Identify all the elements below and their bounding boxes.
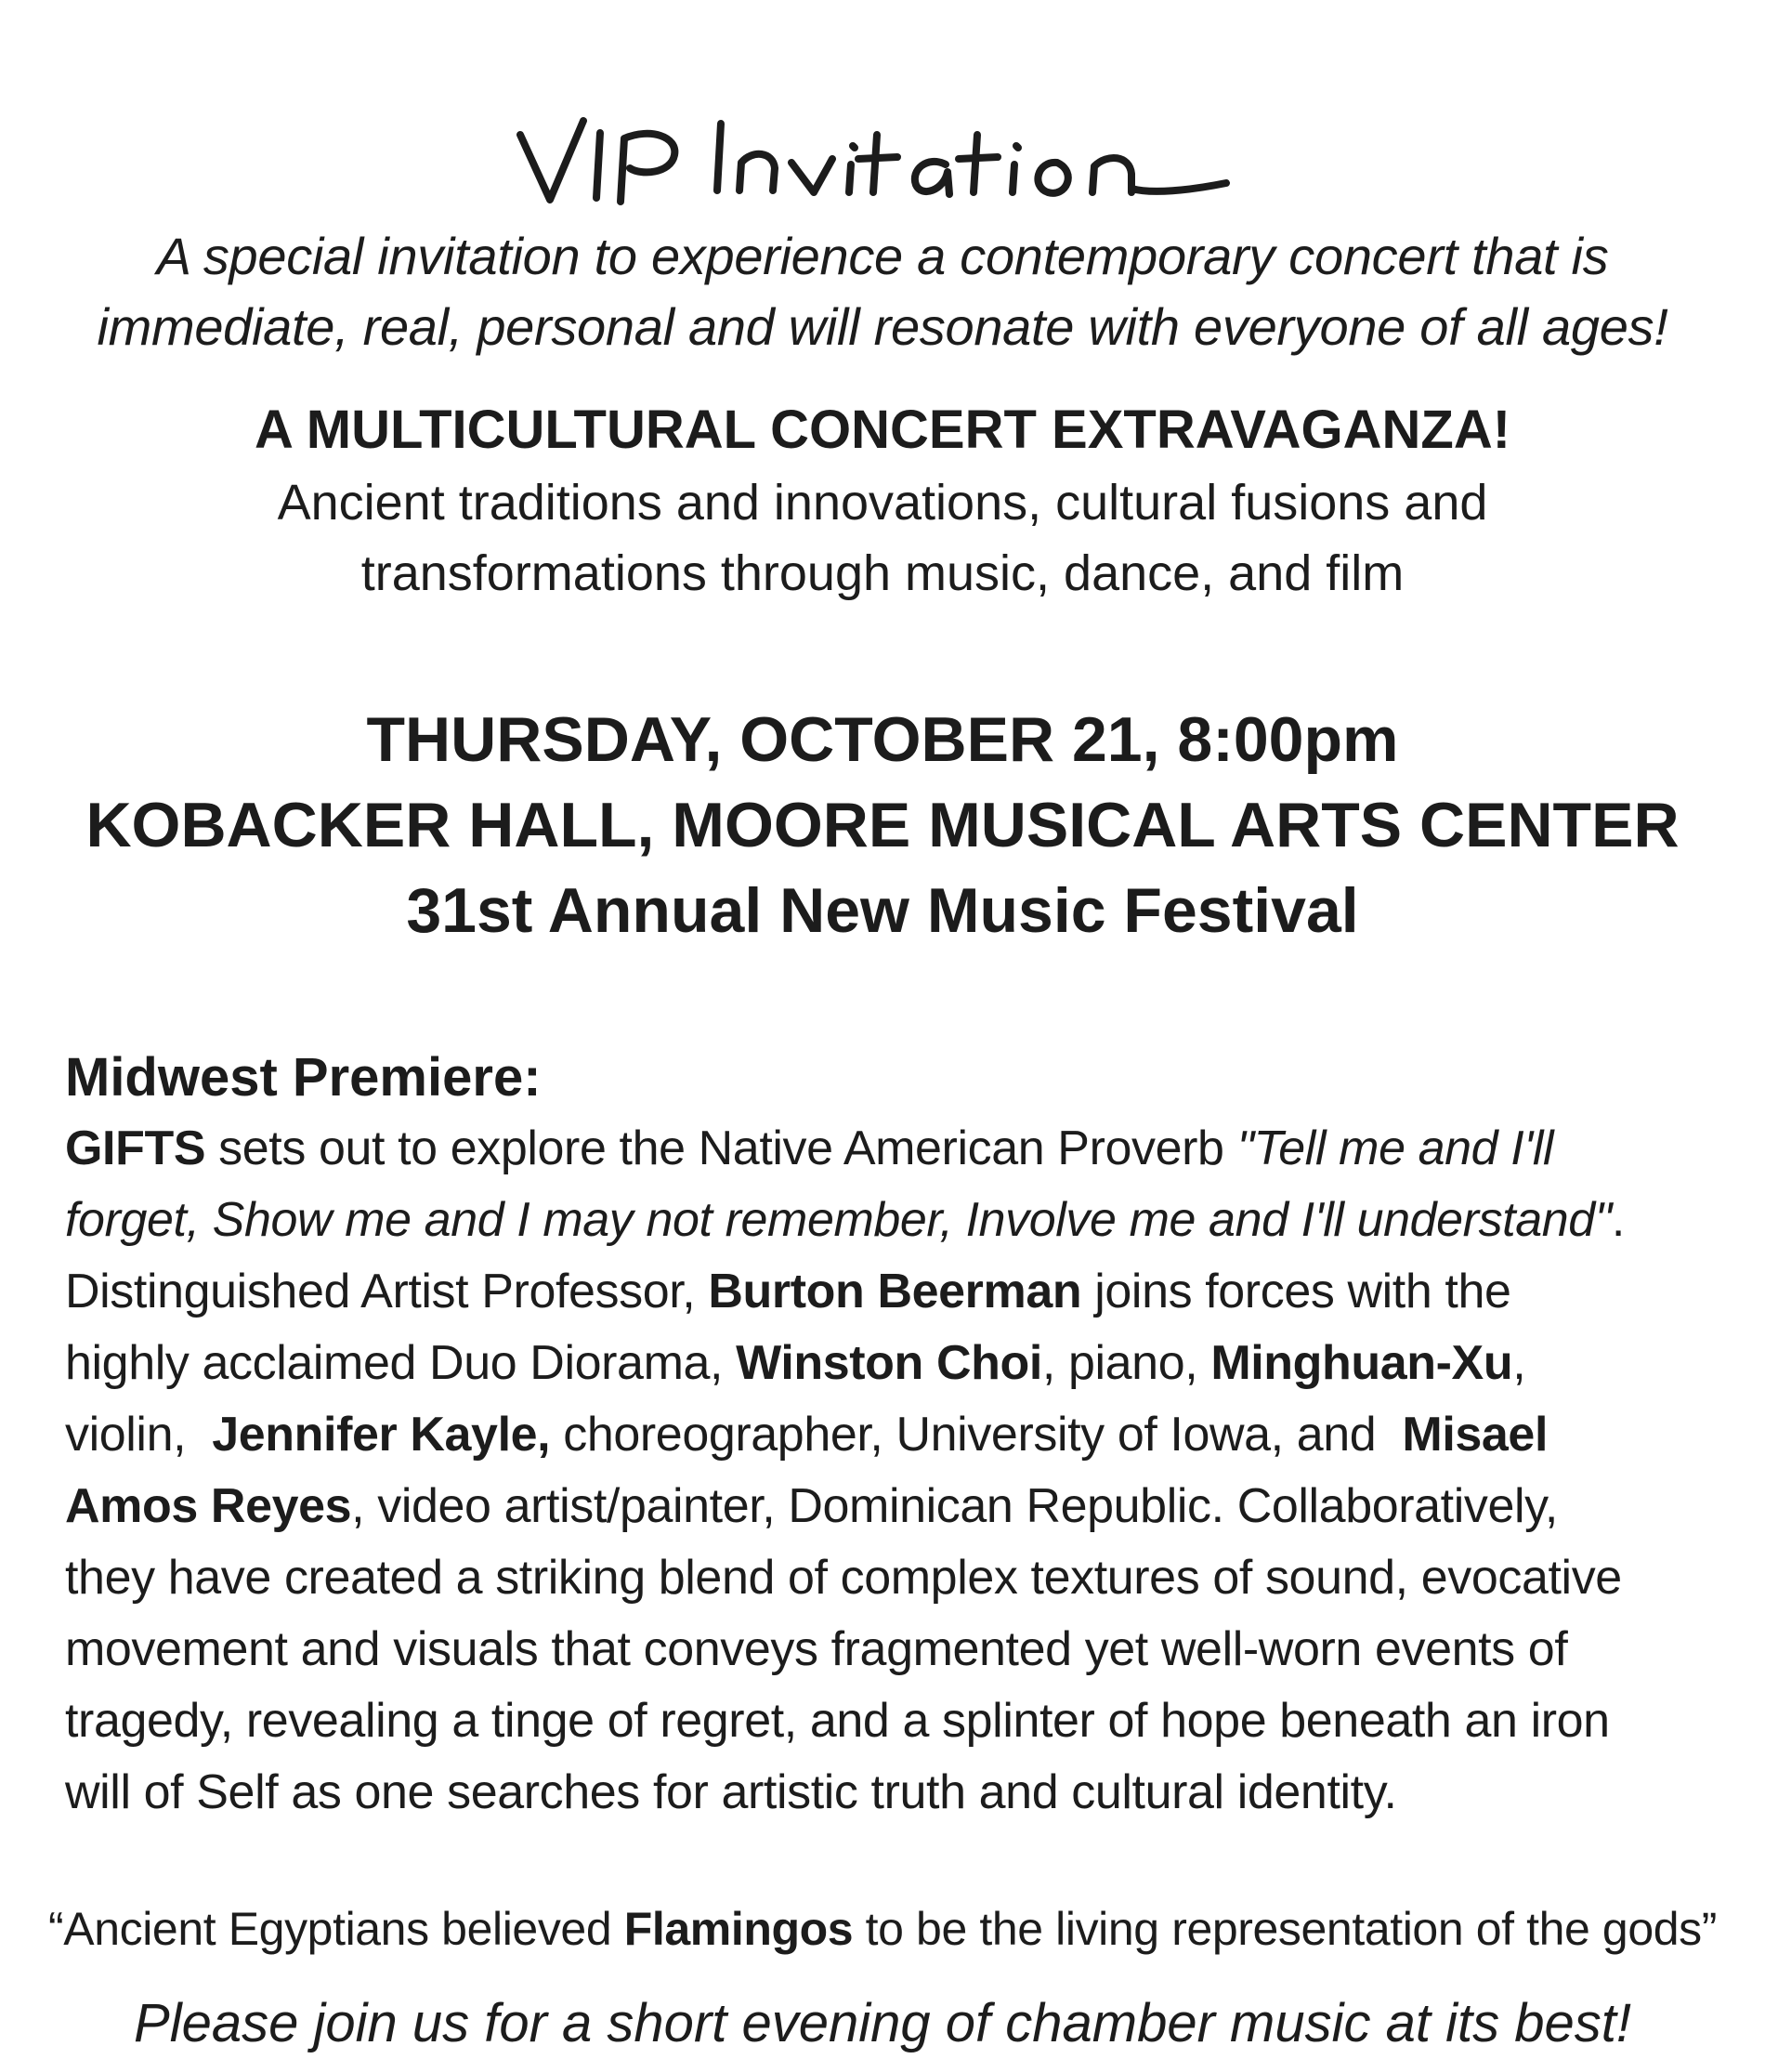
intro-line-1: A special invitation to experience a contemporary concert that is (156, 227, 1609, 285)
intro-paragraph (0, 221, 1765, 362)
flamingo-quote (0, 1894, 1765, 1964)
description-line (65, 1256, 1737, 1328)
closing-line: Please join us for a short evening of chamber music at its best! (134, 1993, 1631, 2053)
intro-line-2: immediate, real, personal and will resonate with everyone of all ages! (97, 297, 1668, 356)
description-text: , video artist/painter, Dominican Republic. Collaboratively, (351, 1479, 1558, 1533)
description-text: choreographer, University of Iowa, and (550, 1408, 1403, 1462)
description-text: violin, (65, 1408, 213, 1462)
subhead-line-2: transformations through music, dance, and film (360, 545, 1405, 601)
concert-headline: A MULTICULTURAL CONCERT EXTRAVAGANZA! (254, 400, 1511, 460)
event-datetime: THURSDAY, OCTOBER 21, 8:00pm (366, 704, 1399, 775)
proverb-quote: forget, Show me and I may not remember, Involve me and I'll understand" (65, 1193, 1612, 1247)
description-text: . (1611, 1193, 1625, 1247)
artist-name: Jennifer Kayle, (212, 1408, 551, 1462)
subhead-line-1: Ancient traditions and innovations, cultural fusions and (277, 475, 1488, 531)
event-festival: 31st Annual New Music Festival (406, 875, 1359, 946)
premiere-description (65, 1113, 1737, 1829)
description-line: they have created a striking blend of complex textures of sound, evocative (65, 1551, 1622, 1605)
quote-text: “Ancient Egyptians believed (48, 1903, 624, 1955)
artist-name: Misael (1402, 1408, 1548, 1462)
quote-highlight: Flamingos (623, 1903, 854, 1955)
description-line: tragedy, revealing a tinge of regret, and a splinter of hope beneath an iron (65, 1694, 1610, 1748)
artist-name: Minghuan-Xu (1210, 1336, 1513, 1390)
description-line (65, 1328, 1737, 1399)
artist-name: Burton Beerman (708, 1265, 1082, 1318)
description-text: , (1512, 1336, 1526, 1390)
description-text: joins forces with the (1081, 1265, 1511, 1318)
event-venue: KOBACKER HALL, MOORE MUSICAL ARTS CENTER (85, 790, 1680, 860)
quote-text: to be the living representation of the gods” (853, 1903, 1717, 1955)
description-line: will of Self as one searches for artistic truth and cultural identity. (65, 1765, 1397, 1819)
description-text: highly acclaimed Duo Diorama, (65, 1336, 737, 1390)
concert-subhead (0, 467, 1765, 609)
proverb-quote: "Tell me and I'll (1236, 1121, 1554, 1175)
description-line (65, 1399, 1737, 1471)
description-line (65, 1185, 1737, 1256)
artist-name: Winston Choi (736, 1336, 1042, 1390)
description-text: , piano, (1041, 1336, 1211, 1390)
description-line (65, 1113, 1737, 1185)
event-details (0, 697, 1765, 953)
description-line: movement and visuals that conveys fragmented yet well-worn events of (65, 1622, 1568, 1676)
artist-name: Amos Reyes (65, 1479, 352, 1533)
description-text: Distinguished Artist Professor, (65, 1265, 709, 1318)
title-banner (0, 98, 1765, 237)
premiere-heading: Midwest Premiere: (65, 1047, 542, 1108)
work-title: GIFTS (65, 1121, 206, 1175)
description-text: sets out to explore the Native American Proverb (205, 1121, 1237, 1175)
title-handwritten (502, 98, 1263, 218)
description-line (65, 1471, 1737, 1542)
